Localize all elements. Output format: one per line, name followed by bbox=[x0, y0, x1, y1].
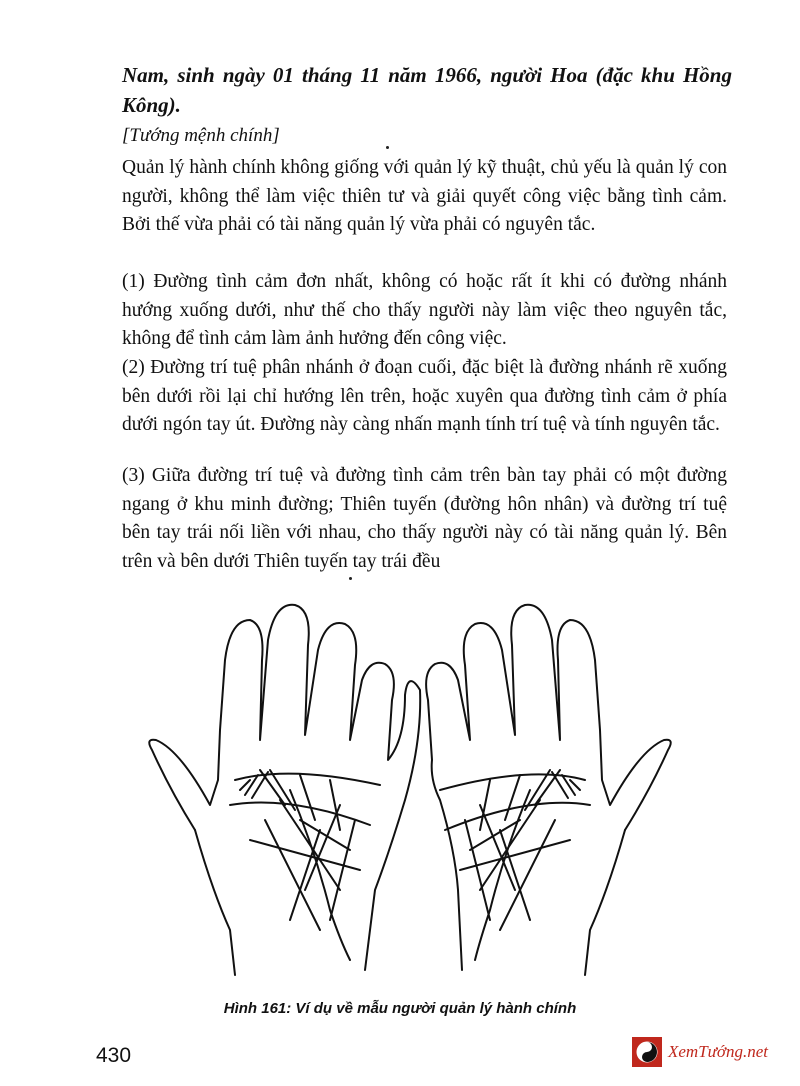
palm-illustration bbox=[140, 590, 680, 990]
case-subheading: [Tướng mệnh chính] bbox=[122, 125, 280, 146]
scan-speck bbox=[349, 577, 352, 580]
watermark-logo bbox=[632, 1034, 792, 1070]
left-hand-drawing bbox=[149, 605, 420, 975]
case-heading: Nam, sinh ngày 01 tháng 11 năm 1966, người Hoa (đặc khu Hồng Kông). bbox=[122, 63, 732, 117]
figure-caption: Hình 161: Ví dụ về mẫu người quản lý hành chính bbox=[223, 1000, 577, 1017]
paragraph-point-2: (2) Đường trí tuệ phân nhánh ở đoạn cuối, đặc biệt là đường nhánh rẽ xuống bên dưới rồi lại chỉ hướng lên trên, hoặc xuyên qua đường tình cảm ở phía dưới ngón tay út. Đường này càng nhấn mạnh tính trí tuệ và tính nguyên tắc. bbox=[122, 357, 727, 435]
paragraph-point-1: (1) Đường tình cảm đơn nhất, không có hoặc rất ít khi có đường nhánh hướng xuống dưới, như thế cho thấy người này làm việc theo nguyên tắc, không để tình cảm làm ảnh hưởng đến công việc. bbox=[122, 271, 727, 349]
watermark-text: XemTướng.net bbox=[668, 1042, 769, 1061]
paragraph-intro: Quản lý hành chính không giống với quản lý kỹ thuật, chủ yếu là quản lý con người, không thể làm việc thiên tư và giải quyết công việc bằng tình cảm. Bởi thế vừa phải có tài năng quản lý vừa phải có nguyên tắc. bbox=[122, 157, 727, 235]
yin-yang-icon bbox=[632, 1037, 662, 1067]
paragraph-point-3: (3) Giữa đường trí tuệ và đường tình cảm trên bàn tay phải có một đường ngang ở khu minh đường; Thiên tuyến (đường hôn nhân) và đường trí tuệ bên tay trái nối liền với nhau, cho thấy người này có tài năng quản lý. Bên trên và bên dưới Thiên tuyến tay trái đều bbox=[122, 465, 727, 572]
page-number: 430 bbox=[96, 1044, 132, 1067]
scan-speck bbox=[386, 146, 389, 149]
right-hand-drawing bbox=[426, 605, 671, 975]
